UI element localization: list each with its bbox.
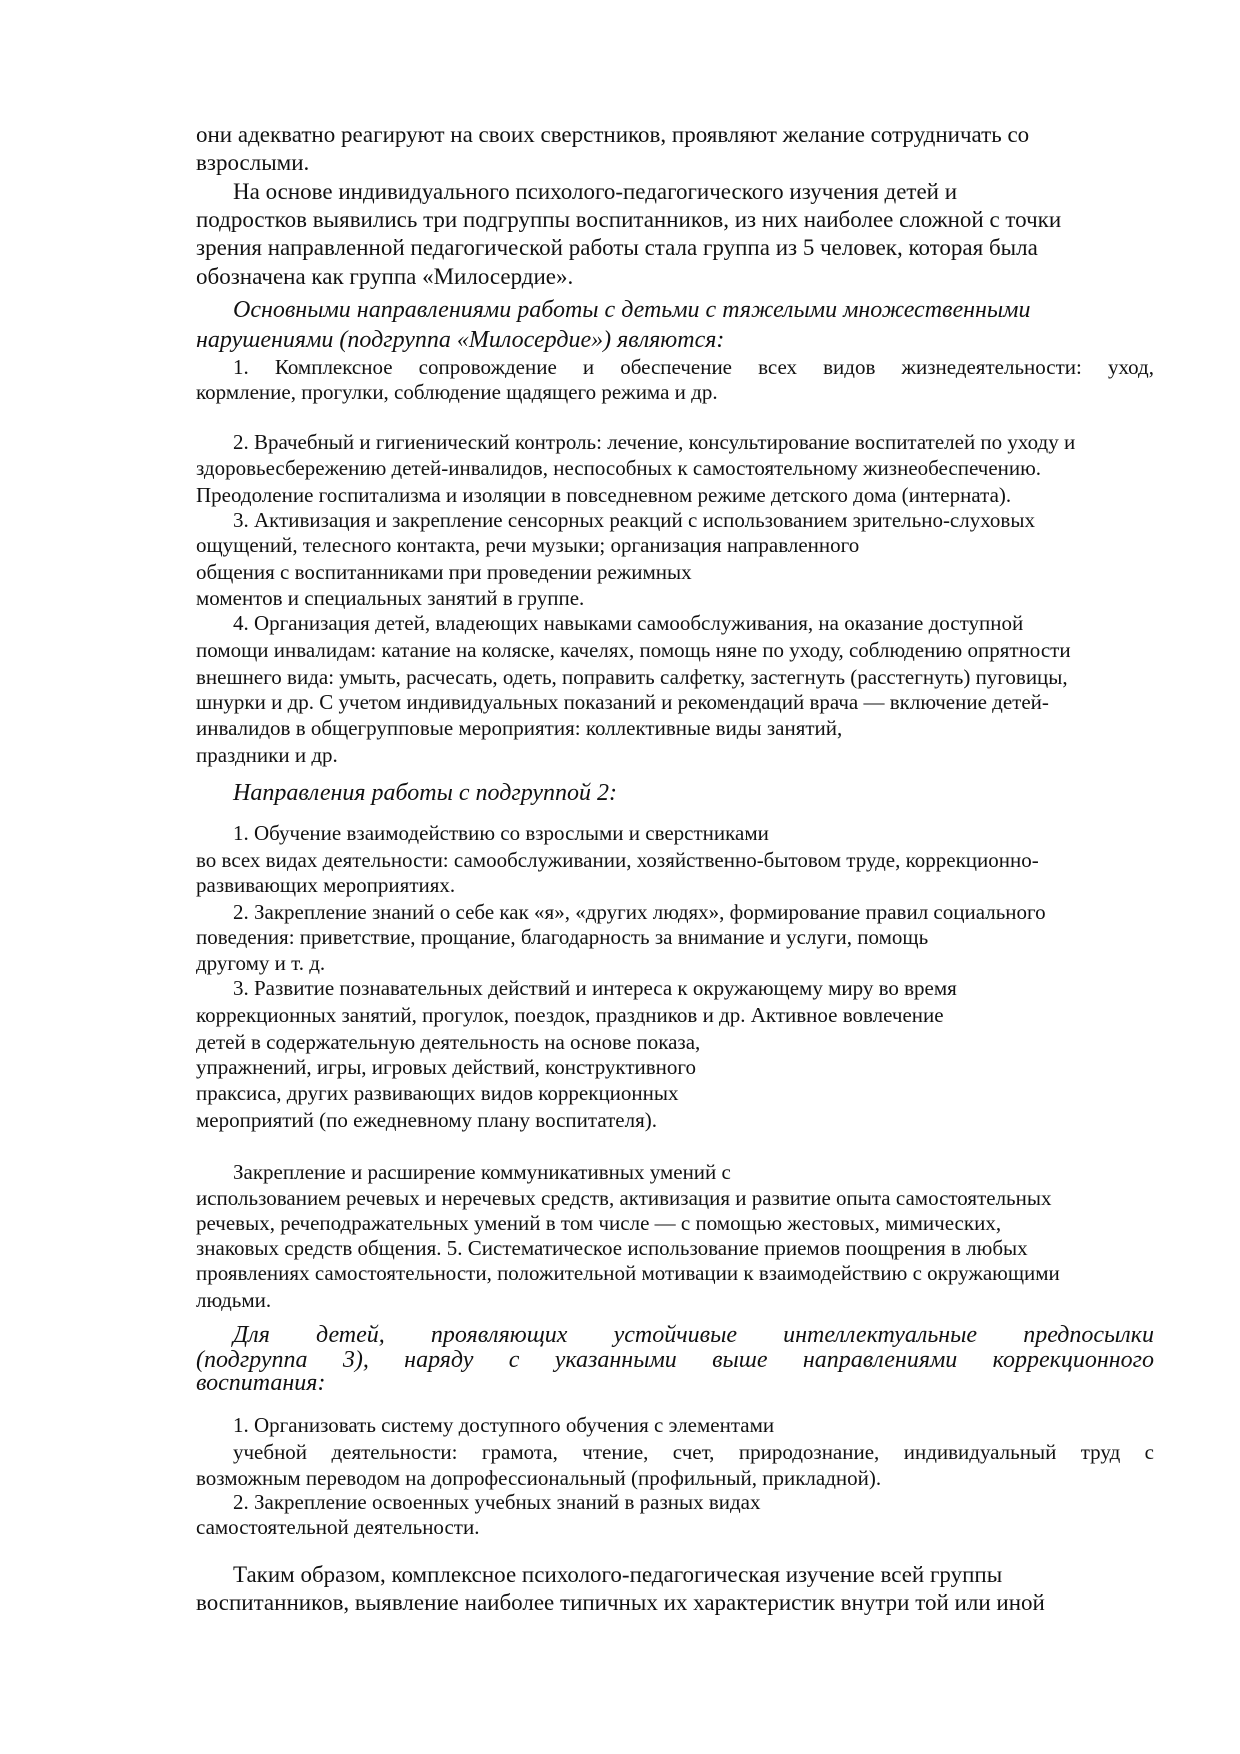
text-line: Таким образом, комплексное психолого-педагогическая изучение всей группы	[233, 1562, 1003, 1587]
text-line: взрослыми.	[196, 150, 310, 175]
text-line: праксиса, других развивающих видов коррекционных	[196, 1081, 679, 1105]
text-line: самостоятельной деятельности.	[196, 1515, 480, 1539]
text-line: помощи инвалидам: катание на коляске, качелях, помощь няне по уходу, соблюдению опрятности	[196, 638, 1071, 662]
text-line: проявлениях самостоятельности, положительной мотивации к взаимодействию с окружающими	[196, 1261, 1060, 1285]
text-line: 2. Врачебный и гигиенический контроль: лечение, консультирование воспитателей по уходу и	[233, 430, 1076, 454]
text-line: использованием речевых и неречевых средств, активизация и развитие опыта самостоятельных	[196, 1186, 1052, 1210]
text-line: инвалидов в общегрупповые мероприятия: коллективные виды занятий,	[196, 716, 843, 740]
text-line: 3. Активизация и закрепление сенсорных реакций с использованием зрительно-слуховых	[233, 508, 1035, 532]
text-line: Преодоление госпитализма и изоляции в повседневном режиме детского дома (интерната).	[196, 483, 1012, 507]
text-line: воспитания:	[196, 1370, 326, 1396]
text-line: другому и т. д.	[196, 951, 326, 975]
text-line: моментов и специальных занятий в группе.	[196, 586, 585, 610]
text-line: 1. Организовать систему доступного обучения с элементами	[233, 1413, 775, 1437]
text-line: 4. Организация детей, владеющих навыками самообслуживания, на оказание доступной	[233, 611, 1024, 635]
text-line: нарушениями (подгруппа «Милосердие») являются:	[196, 327, 725, 353]
text-line: мероприятий (по ежедневному плану воспитателя).	[196, 1108, 657, 1132]
text-line: подростков выявились три подгруппы воспитанников, из них наиболее сложной с точки	[196, 207, 1062, 232]
text-line: (подгруппа 3), наряду с указанными выше направлениями коррекционного	[196, 1347, 1154, 1373]
text-line: воспитанников, выявление наиболее типичных их характеристик внутри той или иной	[196, 1590, 1045, 1615]
text-line: шнурки и др. С учетом индивидуальных показаний и рекомендаций врача — включение детей-	[196, 690, 1049, 714]
text-line: внешнего вида: умыть, расчесать, одеть, поправить салфетку, застегнуть (расстегнуть) пуговицы,	[196, 665, 1068, 689]
text-line: детей в содержательную деятельность на основе показа,	[196, 1030, 701, 1054]
text-line: Направления работы с подгруппой 2:	[233, 780, 618, 806]
text-line: обозначена как группа «Милосердие».	[196, 264, 574, 289]
text-line: 2. Закрепление освоенных учебных знаний в разных видах	[233, 1490, 761, 1514]
text-line: зрения направленной педагогической работы стала группа из 5 человек, которая была	[196, 235, 1038, 260]
text-line: 1. Комплексное сопровождение и обеспечение всех видов жизнедеятельности: уход,	[233, 355, 1154, 379]
text-line: На основе индивидуального психолого-педагогического изучения детей и	[233, 179, 958, 204]
text-line: учебной деятельности: грамота, чтение, счет, природознание, индивидуальный труд с	[233, 1440, 1154, 1464]
text-line: общения с воспитанниками при проведении режимных	[196, 560, 692, 584]
text-line: Закрепление и расширение коммуникативных умений с	[233, 1160, 731, 1184]
text-line: они адекватно реагируют на своих сверстников, проявляют желание сотрудничать со	[196, 122, 1030, 147]
text-line: 1. Обучение взаимодействию со взрослыми и сверстниками	[233, 821, 769, 845]
text-line: коррекционных занятий, прогулок, поездок, праздников и др. Активное вовлечение	[196, 1003, 944, 1027]
text-line: во всех видах деятельности: самообслуживании, хозяйственно-бытовом труде, коррекционно-	[196, 848, 1039, 872]
text-line: 2. Закрепление знаний о себе как «я», «других людях», формирование правил социального	[233, 900, 1046, 924]
text-line: поведения: приветствие, прощание, благодарность за внимание и услуги, помощь	[196, 925, 929, 949]
text-line: праздники и др.	[196, 743, 338, 767]
text-line: кормление, прогулки, соблюдение щадящего режима и др.	[196, 380, 718, 404]
text-line: здоровьесбережению детей-инвалидов, неспособных к самостоятельному жизнеобеспечению.	[196, 456, 1042, 480]
text-line: людьми.	[196, 1288, 272, 1312]
text-line: возможным переводом на допрофессиональный (профильный, прикладной).	[196, 1466, 882, 1490]
text-line: речевых, речеподражательных умений в том числе — с помощью жестовых, мимических,	[196, 1211, 1002, 1235]
text-line: упражнений, игры, игровых действий, конструктивного	[196, 1055, 697, 1079]
text-line: Основными направлениями работы с детьми с тяжелыми множественными	[233, 297, 1031, 323]
text-line: знаковых средств общения. 5. Систематическое использование приемов поощрения в любых	[196, 1236, 1028, 1260]
text-line: ощущений, телесного контакта, речи музыки; организация направленного	[196, 533, 860, 557]
text-line: 3. Развитие познавательных действий и интереса к окружающему миру во время	[233, 976, 957, 1000]
text-line: Для детей, проявляющих устойчивые интеллектуальные предпосылки	[233, 1322, 1154, 1348]
text-line: развивающих мероприятиях.	[196, 873, 456, 897]
